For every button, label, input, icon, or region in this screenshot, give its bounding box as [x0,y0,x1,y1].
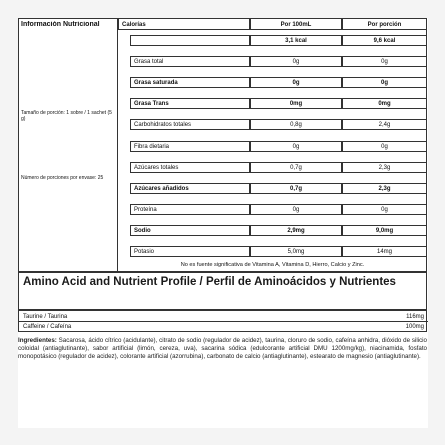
nutrient-serving: 9,6 kcal [342,35,427,46]
nutrient-serving: 2,3g [342,183,427,194]
serving-header: Por porción [342,18,427,30]
calories-header: Calorías [118,18,250,30]
amino-table [18,310,427,332]
amino-name: Caffeine / Cafeína [23,324,72,330]
amino-row [19,311,428,322]
nutrient-name: Azúcares añadidos [130,183,250,194]
nutrient-per100: 0mg [250,98,342,109]
nutrient-per100: 5,0mg [250,246,342,257]
nutrient-per100: 0g [250,204,342,215]
nutrient-per100: 0g [250,77,342,88]
nutrient-name: Grasa total [130,56,250,67]
nutrient-name: Proteína [130,204,250,215]
amino-title-box [18,272,427,310]
nutrient-name: Fibra dietaria [130,141,250,152]
per100-header: Por 100mL [250,18,342,30]
nutrient-per100: 0g [250,141,342,152]
nutrient-name: Sodio [130,225,250,236]
ingredients-text: Sacarosa, ácido cítrico (acidulante), citrato de sodio (regulador de acidez), taurina, cloruro de sodio, cafeína anhidra, dióxido de silicio coloidal (antiaglutinante), sabor artificial (limón, cereza, uva), sacarina sódica (edulcorante artificial DMU 1200mg/kg), niacinamida, fosfato monopotásico (regulador de acidez), colorante artificial (azorrubina), carbonato de calcio (antiaglutinante), estearato de magnesio (antiaglutinante). [18,337,427,361]
amino-title: Amino Acid and Nutrient Profile / Perfil de Aminoácidos y Nutrientes [23,276,396,288]
vitamin-footnote: No es fuente significativa de Vitamina A, Vitamina D, Hierro, Calcio y Zinc. [180,262,365,268]
nutrient-serving: 0g [342,141,427,152]
nutrient-per100: 0,8g [250,119,342,130]
amino-name: Taurine / Taurina [23,314,68,320]
nutrient-serving: 14mg [342,246,427,257]
nutrient-per100: 0g [250,56,342,67]
info-label: Información Nutricional [21,21,100,28]
nutrient-name: Grasa saturada [130,77,250,88]
nutrient-serving: 0g [342,77,427,88]
nutrient-serving: 0g [342,56,427,67]
ingredients-paragraph [18,337,427,417]
nutrient-serving: 0mg [342,98,427,109]
servings-per-container-note: Número de porciones por envase: 25 [21,175,104,181]
nutrient-per100: 0,7g [250,183,342,194]
nutrient-name: Grasa Trans [130,98,250,109]
nutrient-serving: 2,4g [342,119,427,130]
product-label-sheet [18,18,428,428]
ingredients-label: Ingredientes: [18,337,57,344]
amino-row [19,322,428,332]
nutrient-name [130,35,250,46]
nutrient-serving: 9,0mg [342,225,427,236]
nutrient-name: Azúcares totales [130,162,250,173]
serving-size-note: Tamaño de porción: 1 sobre / 1 sachet (5 g) [21,110,112,122]
nutrient-name: Potasio [130,246,250,257]
nutrient-per100: 2,9mg [250,225,342,236]
nutrient-name: Carbohidratos totales [130,119,250,130]
nutrient-serving: 0g [342,204,427,215]
nutrient-serving: 2,3g [342,162,427,173]
amino-value: 116mg [406,314,424,320]
info-column [18,18,118,272]
nutrient-per100: 3,1 kcal [250,35,342,46]
nutrient-per100: 0,7g [250,162,342,173]
amino-value: 100mg [405,324,424,330]
